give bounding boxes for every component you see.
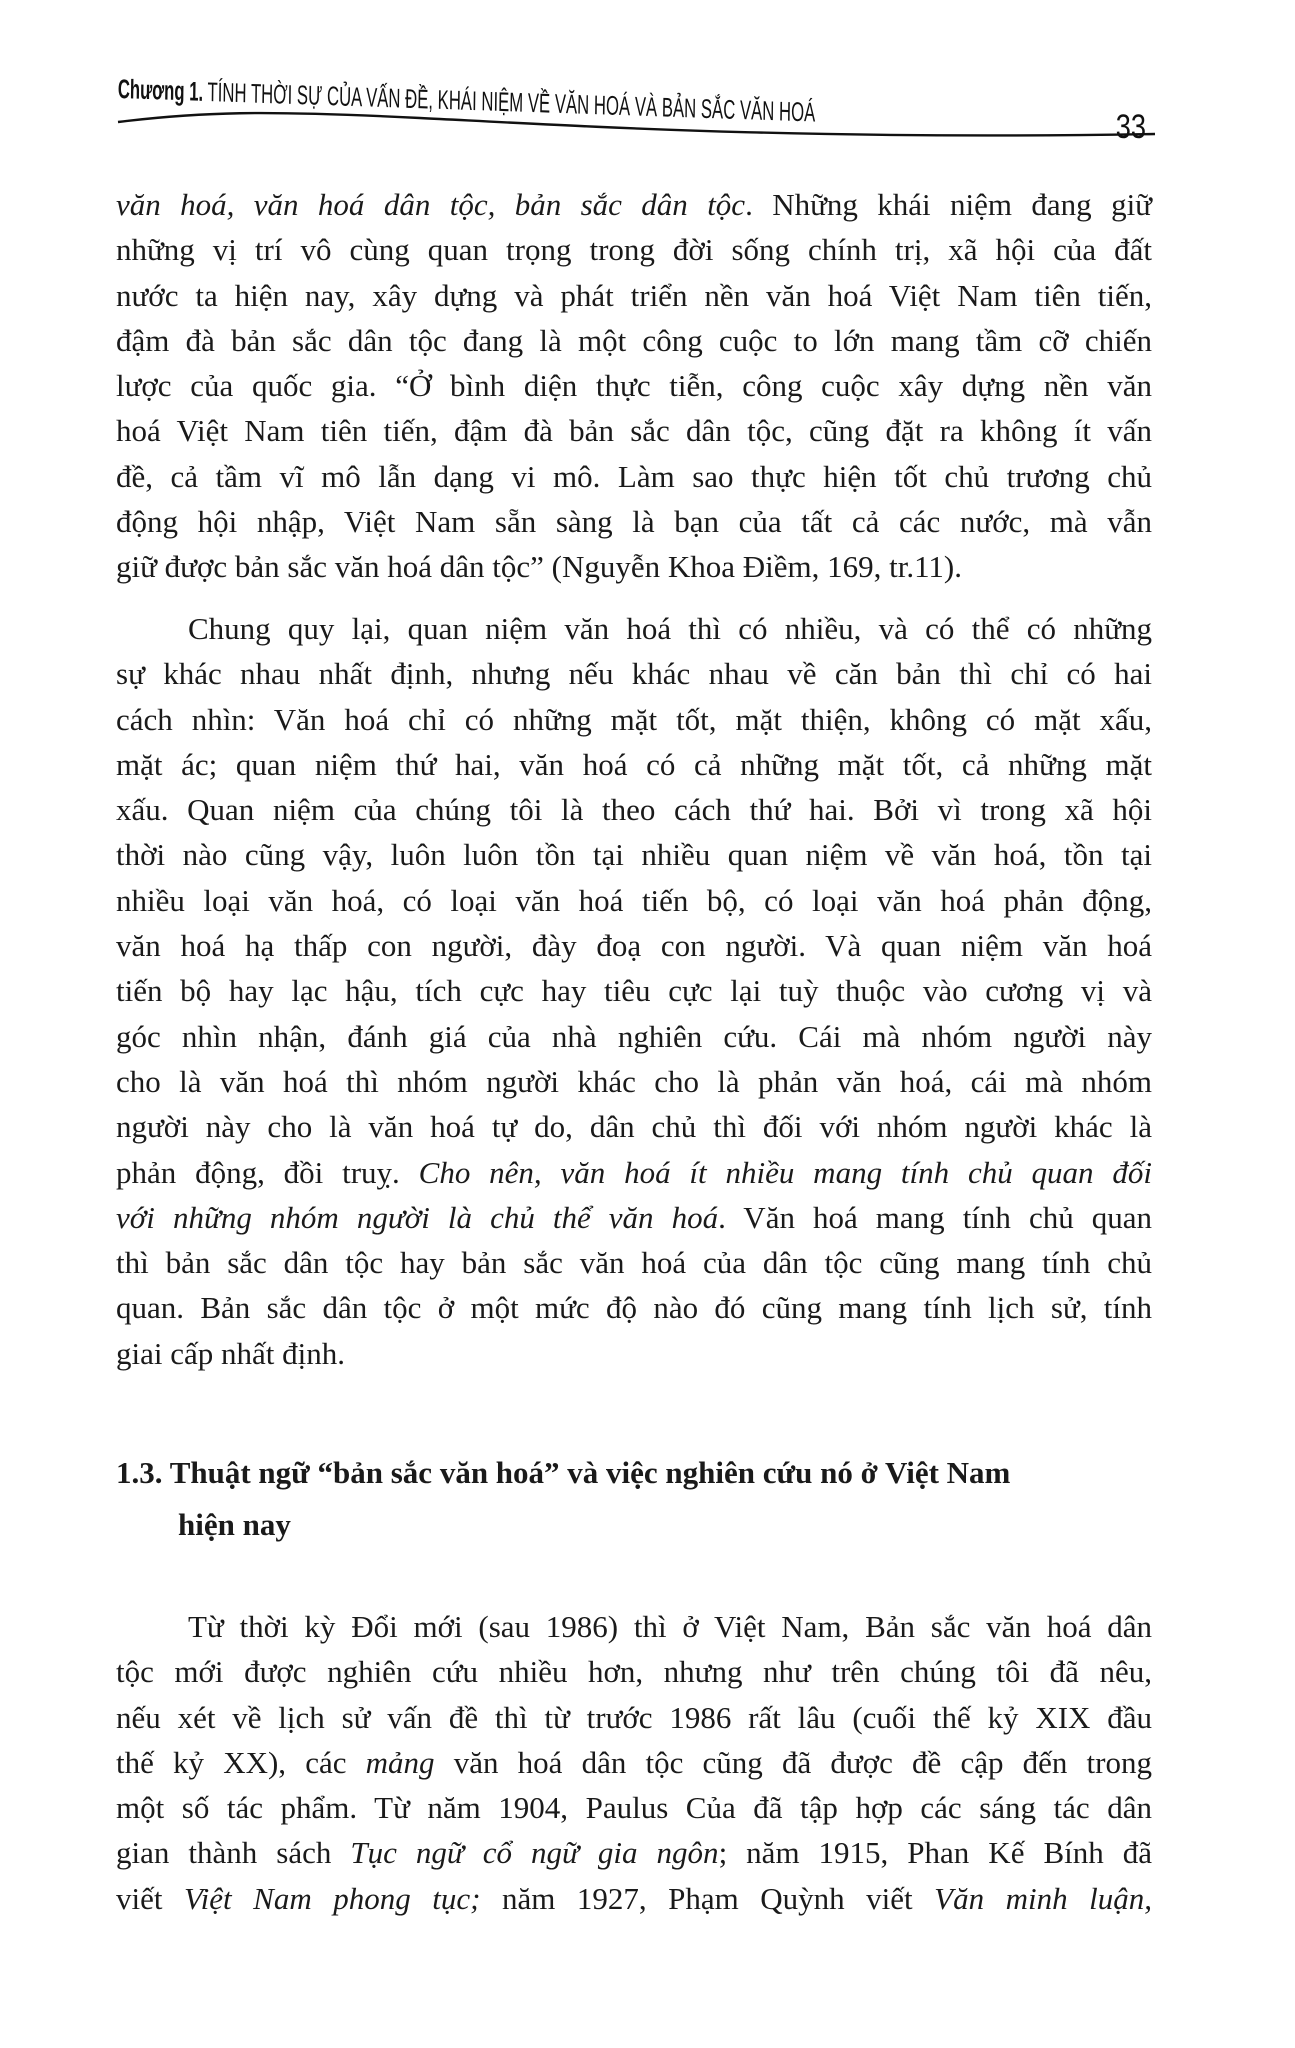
text: văn hoá dân tộc cũng đã được đề cập đến trong <box>434 1744 1152 1780</box>
text: giữ được bản sắc văn hoá dân tộc” (Nguyễn Khoa Điềm, 169, tr.11). <box>116 549 963 585</box>
text: ; năm 1915, Phan Kế Bính đã <box>718 1835 1153 1871</box>
text-line <box>116 1785 1152 1830</box>
italic-text: văn hoá, văn hoá dân tộc, bản sắc dân tộc <box>116 187 746 222</box>
text: cho là văn hoá thì nhóm người khác cho là phản văn hoá, cái mà nhóm <box>116 1063 1152 1099</box>
text-line <box>116 408 1152 453</box>
italic-text: Tục ngữ cổ ngữ gia ngôn <box>350 1835 719 1871</box>
text-line <box>116 968 1152 1013</box>
text-line <box>116 1150 1152 1195</box>
text: xấu. Quan niệm của chúng tôi là theo cách thứ hai. Bởi vì trong xã hội <box>116 792 1152 828</box>
text: động hội nhập, Việt Nam sẵn sàng là bạn của tất cả các nước, mà vẫn <box>116 504 1152 540</box>
header-rule <box>0 0 1295 200</box>
text-line <box>116 878 1152 923</box>
text: đậm đà bản sắc dân tộc đang là một công cuộc to lớn mang tầm cỡ chiến <box>116 322 1152 358</box>
text: tiến bộ hay lạc hậu, tích cực hay tiêu cực lại tuỳ thuộc vào cương vị và <box>116 973 1152 1009</box>
text-line <box>116 1830 1152 1875</box>
chapter-label: Chương 1. <box>117 74 204 107</box>
text-line <box>116 606 1152 651</box>
text: hoá Việt Nam tiên tiến, đậm đà bản sắc dân tộc, cũng đặt ra không ít vấn <box>116 413 1152 449</box>
section-heading-line-1: 1.3. Thuật ngữ “bản sắc văn hoá” và việc nghiên cứu nó ở Việt Nam <box>116 1455 1011 1490</box>
section-heading <box>116 1447 1152 1551</box>
text: . Những khái niệm đang giữ <box>745 187 1152 222</box>
italic-text: Văn minh luận, <box>934 1880 1152 1916</box>
text: Chung quy lại, quan niệm văn hoá thì có nhiều, và có thể có những <box>188 611 1152 646</box>
text: năm 1927, Phạm Quỳnh viết <box>480 1880 935 1916</box>
text: lược của quốc gia. “Ở bình diện thực tiễn, công cuộc xây dựng nền văn <box>116 368 1152 404</box>
text: đề, cả tầm vĩ mô lẫn dạng vi mô. Làm sao thực hiện tốt chủ trương chủ <box>116 458 1152 494</box>
text-line <box>116 1059 1152 1104</box>
text: phản động, đồi truỵ. <box>116 1154 419 1190</box>
text-line <box>116 1695 1152 1740</box>
text-line <box>116 742 1152 787</box>
text: viết <box>116 1880 185 1916</box>
text: những vị trí vô cùng quan trọng trong đời sống chính trị, xã hội của đất <box>116 232 1152 268</box>
text: mặt ác; quan niệm thứ hai, văn hoá có cả những mặt tốt, cả những mặt <box>116 746 1152 782</box>
text-line <box>116 544 1152 589</box>
text: gian thành sách <box>116 1835 351 1871</box>
text-line <box>116 273 1152 318</box>
text-line <box>116 832 1152 877</box>
text-line <box>116 363 1152 408</box>
paragraph-2 <box>116 606 1152 1376</box>
paragraph-1 <box>116 182 1152 590</box>
text: nước ta hiện nay, xây dựng và phát triển nền văn hoá Việt Nam tiên tiến, <box>116 277 1152 313</box>
text: một số tác phẩm. Từ năm 1904, Paulus Của đã tập hợp các sáng tác dân <box>116 1790 1152 1826</box>
italic-text: Việt Nam phong tục; <box>184 1880 481 1916</box>
text-line <box>116 227 1152 272</box>
page-number: 33 <box>1115 108 1147 146</box>
text: thời nào cũng vậy, luôn luôn tồn tại nhiều quan niệm về văn hoá, tồn tại <box>116 837 1152 873</box>
italic-text: Cho nên, văn hoá ít nhiều mang tính chủ quan đối <box>418 1154 1152 1190</box>
text: Từ thời kỳ Đổi mới (sau 1986) thì ở Việt Nam, Bản sắc văn hoá dân <box>188 1609 1152 1644</box>
italic-text: mảng <box>365 1744 435 1780</box>
text: nhiều loại văn hoá, có loại văn hoá tiến bộ, có loại văn hoá phản động, <box>116 882 1152 918</box>
text: . Văn hoá mang tính chủ quan <box>718 1199 1153 1235</box>
text-line <box>116 1649 1152 1694</box>
text: cách nhìn: Văn hoá chỉ có những mặt tốt, mặt thiện, không có mặt xấu, <box>116 701 1152 737</box>
text-line <box>116 1604 1152 1649</box>
section-heading-line-2: hiện nay <box>178 1507 291 1542</box>
text: văn hoá hạ thấp con người, đày đoạ con người. Và quan niệm văn hoá <box>116 928 1152 964</box>
text: giai cấp nhất định. <box>116 1335 345 1371</box>
text-line <box>116 1104 1152 1149</box>
text-line <box>116 1285 1152 1330</box>
text-line <box>116 454 1152 499</box>
paragraph-3 <box>116 1604 1152 1921</box>
text: quan. Bản sắc dân tộc ở một mức độ nào đó cũng mang tính lịch sử, tính <box>116 1290 1152 1326</box>
text-line <box>116 1240 1152 1285</box>
text-line <box>116 182 1152 227</box>
text: sự khác nhau nhất định, nhưng nếu khác nhau về căn bản thì chỉ có hai <box>116 656 1152 692</box>
text-line <box>116 923 1152 968</box>
text: tộc mới được nghiên cứu nhiều hơn, nhưng như trên chúng tôi đã nêu, <box>116 1654 1152 1690</box>
text-line <box>116 1014 1152 1059</box>
text-line <box>116 1331 1152 1376</box>
italic-text: với những nhóm người là chủ thể văn hoá <box>116 1199 719 1235</box>
text-line <box>116 318 1152 363</box>
chapter-title: TÍNH THỜI SỰ CỦA VẤN ĐỀ, KHÁI NIỆM VỀ VĂN HOÁ VÀ BẢN SẮC VĂN HOÁ <box>207 77 816 128</box>
text-line <box>116 697 1152 742</box>
text: nếu xét về lịch sử vấn đề thì từ trước 1986 rất lâu (cuối thế kỷ XIX đầu <box>116 1699 1152 1735</box>
text-line <box>116 499 1152 544</box>
text: góc nhìn nhận, đánh giá của nhà nghiên cứu. Cái mà nhóm người này <box>116 1018 1152 1054</box>
text-line <box>116 1195 1152 1240</box>
text-line <box>116 787 1152 832</box>
text: người này cho là văn hoá tự do, dân chủ thì đối với nhóm người khác là <box>116 1109 1152 1145</box>
text-line <box>116 1740 1152 1785</box>
text: thì bản sắc dân tộc hay bản sắc văn hoá của dân tộc cũng mang tính chủ <box>116 1245 1152 1281</box>
text-line <box>116 1876 1152 1921</box>
text-line <box>116 651 1152 696</box>
text: thế kỷ XX), các <box>116 1744 366 1780</box>
